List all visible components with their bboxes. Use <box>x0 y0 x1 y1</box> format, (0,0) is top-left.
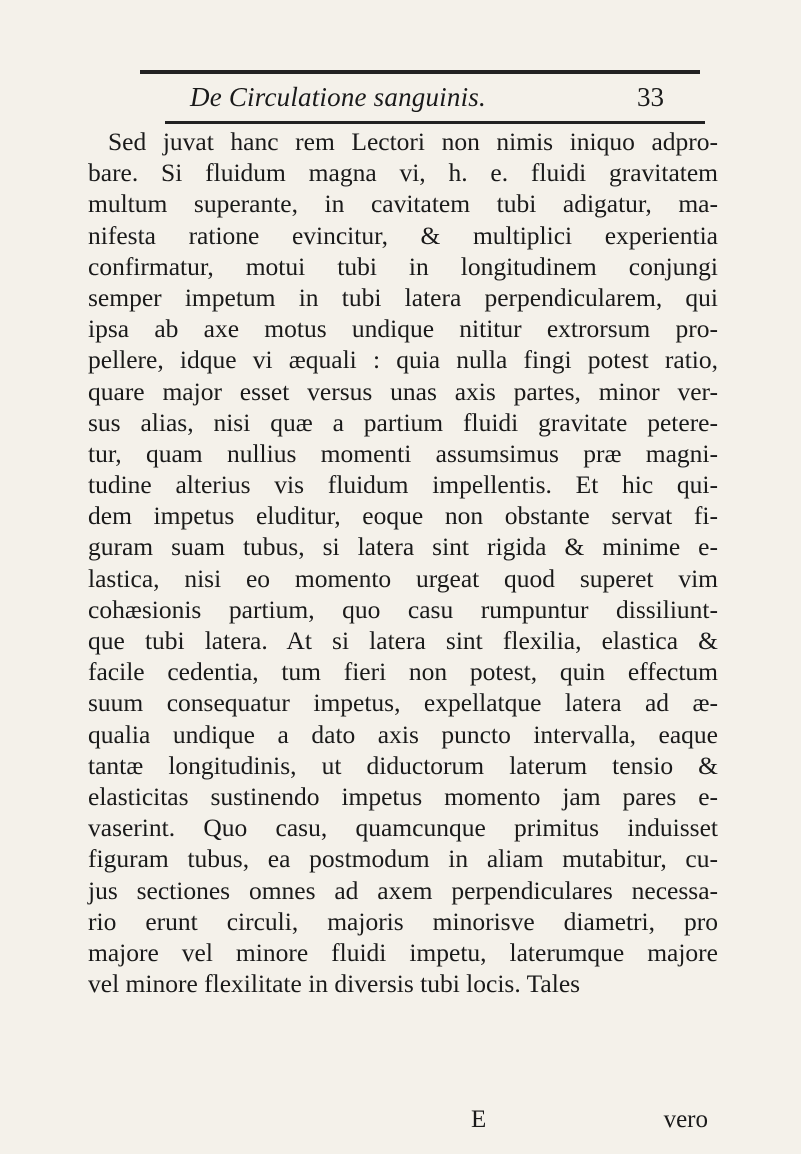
top-rule <box>140 70 700 74</box>
text-line: Sed juvat hanc rem Lectori non nimis iniquo adpro- <box>108 127 718 156</box>
page-footer <box>88 1106 718 1154</box>
text-line: figuram tubus, ea postmodum in aliam mutabitur, cu- <box>88 844 718 874</box>
text-line: sus alias, nisi quæ a partium fluidi gravitate petere- <box>88 407 718 437</box>
running-title: De Circulatione sanguinis. <box>190 82 486 112</box>
page-number: 33 <box>637 82 664 112</box>
header-rule <box>165 121 705 124</box>
text-line: suum consequatur impetus, expellatque latera ad æ- <box>88 688 718 718</box>
text-line: que tubi latera. At si latera sint flexilia, elastica & <box>88 626 718 655</box>
text-line: tantæ longitudinis, ut diductorum laterum tensio & <box>88 750 718 780</box>
text-line: qualia undique a dato axis puncto intervalla, eaque <box>88 719 718 749</box>
text-line: quare major esset versus unas axis partes, minor ver- <box>88 376 718 406</box>
text-line: elasticitas sustinendo impetus momento jam pares e- <box>88 781 718 811</box>
body-text <box>88 126 718 999</box>
text-line: dem impetus eluditur, eoque non obstante servat fi- <box>88 501 718 531</box>
text-line: cohæsionis partium, quo casu rumpuntur dissiliunt- <box>88 594 718 624</box>
text-line: facile cedentia, tum fieri non potest, quin effectum <box>88 657 718 687</box>
catchword: vero <box>663 1106 708 1133</box>
text-line: confirmatur, motui tubi in longitudinem conjungi <box>88 251 718 281</box>
text-line: tudine alterius vis fluidum impellentis. Et hic qui- <box>88 470 718 500</box>
signature-mark: E <box>471 1106 487 1133</box>
text-line: jus sectiones omnes ad axem perpendiculares necessa- <box>88 875 718 905</box>
text-line: majore vel minore fluidi impetu, laterumque majore <box>88 937 718 967</box>
text-line: lastica, nisi eo momento urgeat quod superet vim <box>88 563 718 593</box>
page-header <box>178 82 678 122</box>
text-line: semper impetum in tubi latera perpendicularem, qui <box>88 282 718 312</box>
text-line: vel minore flexilitate in diversis tubi locis. Tales <box>88 969 581 999</box>
text-line: guram suam tubus, si latera sint rigida & minime e- <box>88 532 718 562</box>
text-line: vaserint. Quo casu, quamcunque primitus induisset <box>88 813 718 843</box>
text-line: multum superante, in cavitatem tubi adigatur, ma- <box>88 189 718 219</box>
text-line: rio erunt circuli, majoris minorisve diametri, pro <box>88 906 718 936</box>
text-line: pellere, idque vi æquali : quia nulla fingi potest ratio, <box>88 345 718 375</box>
text-line: ipsa ab axe motus undique nititur extrorsum pro- <box>88 314 718 344</box>
text-line: bare. Si fluidum magna vi, h. e. fluidi gravitatem <box>88 158 718 188</box>
text-line: nifesta ratione evincitur, & multiplici experientia <box>88 220 718 250</box>
text-line: tur, quam nullius momenti assumsimus præ magni- <box>88 438 718 468</box>
